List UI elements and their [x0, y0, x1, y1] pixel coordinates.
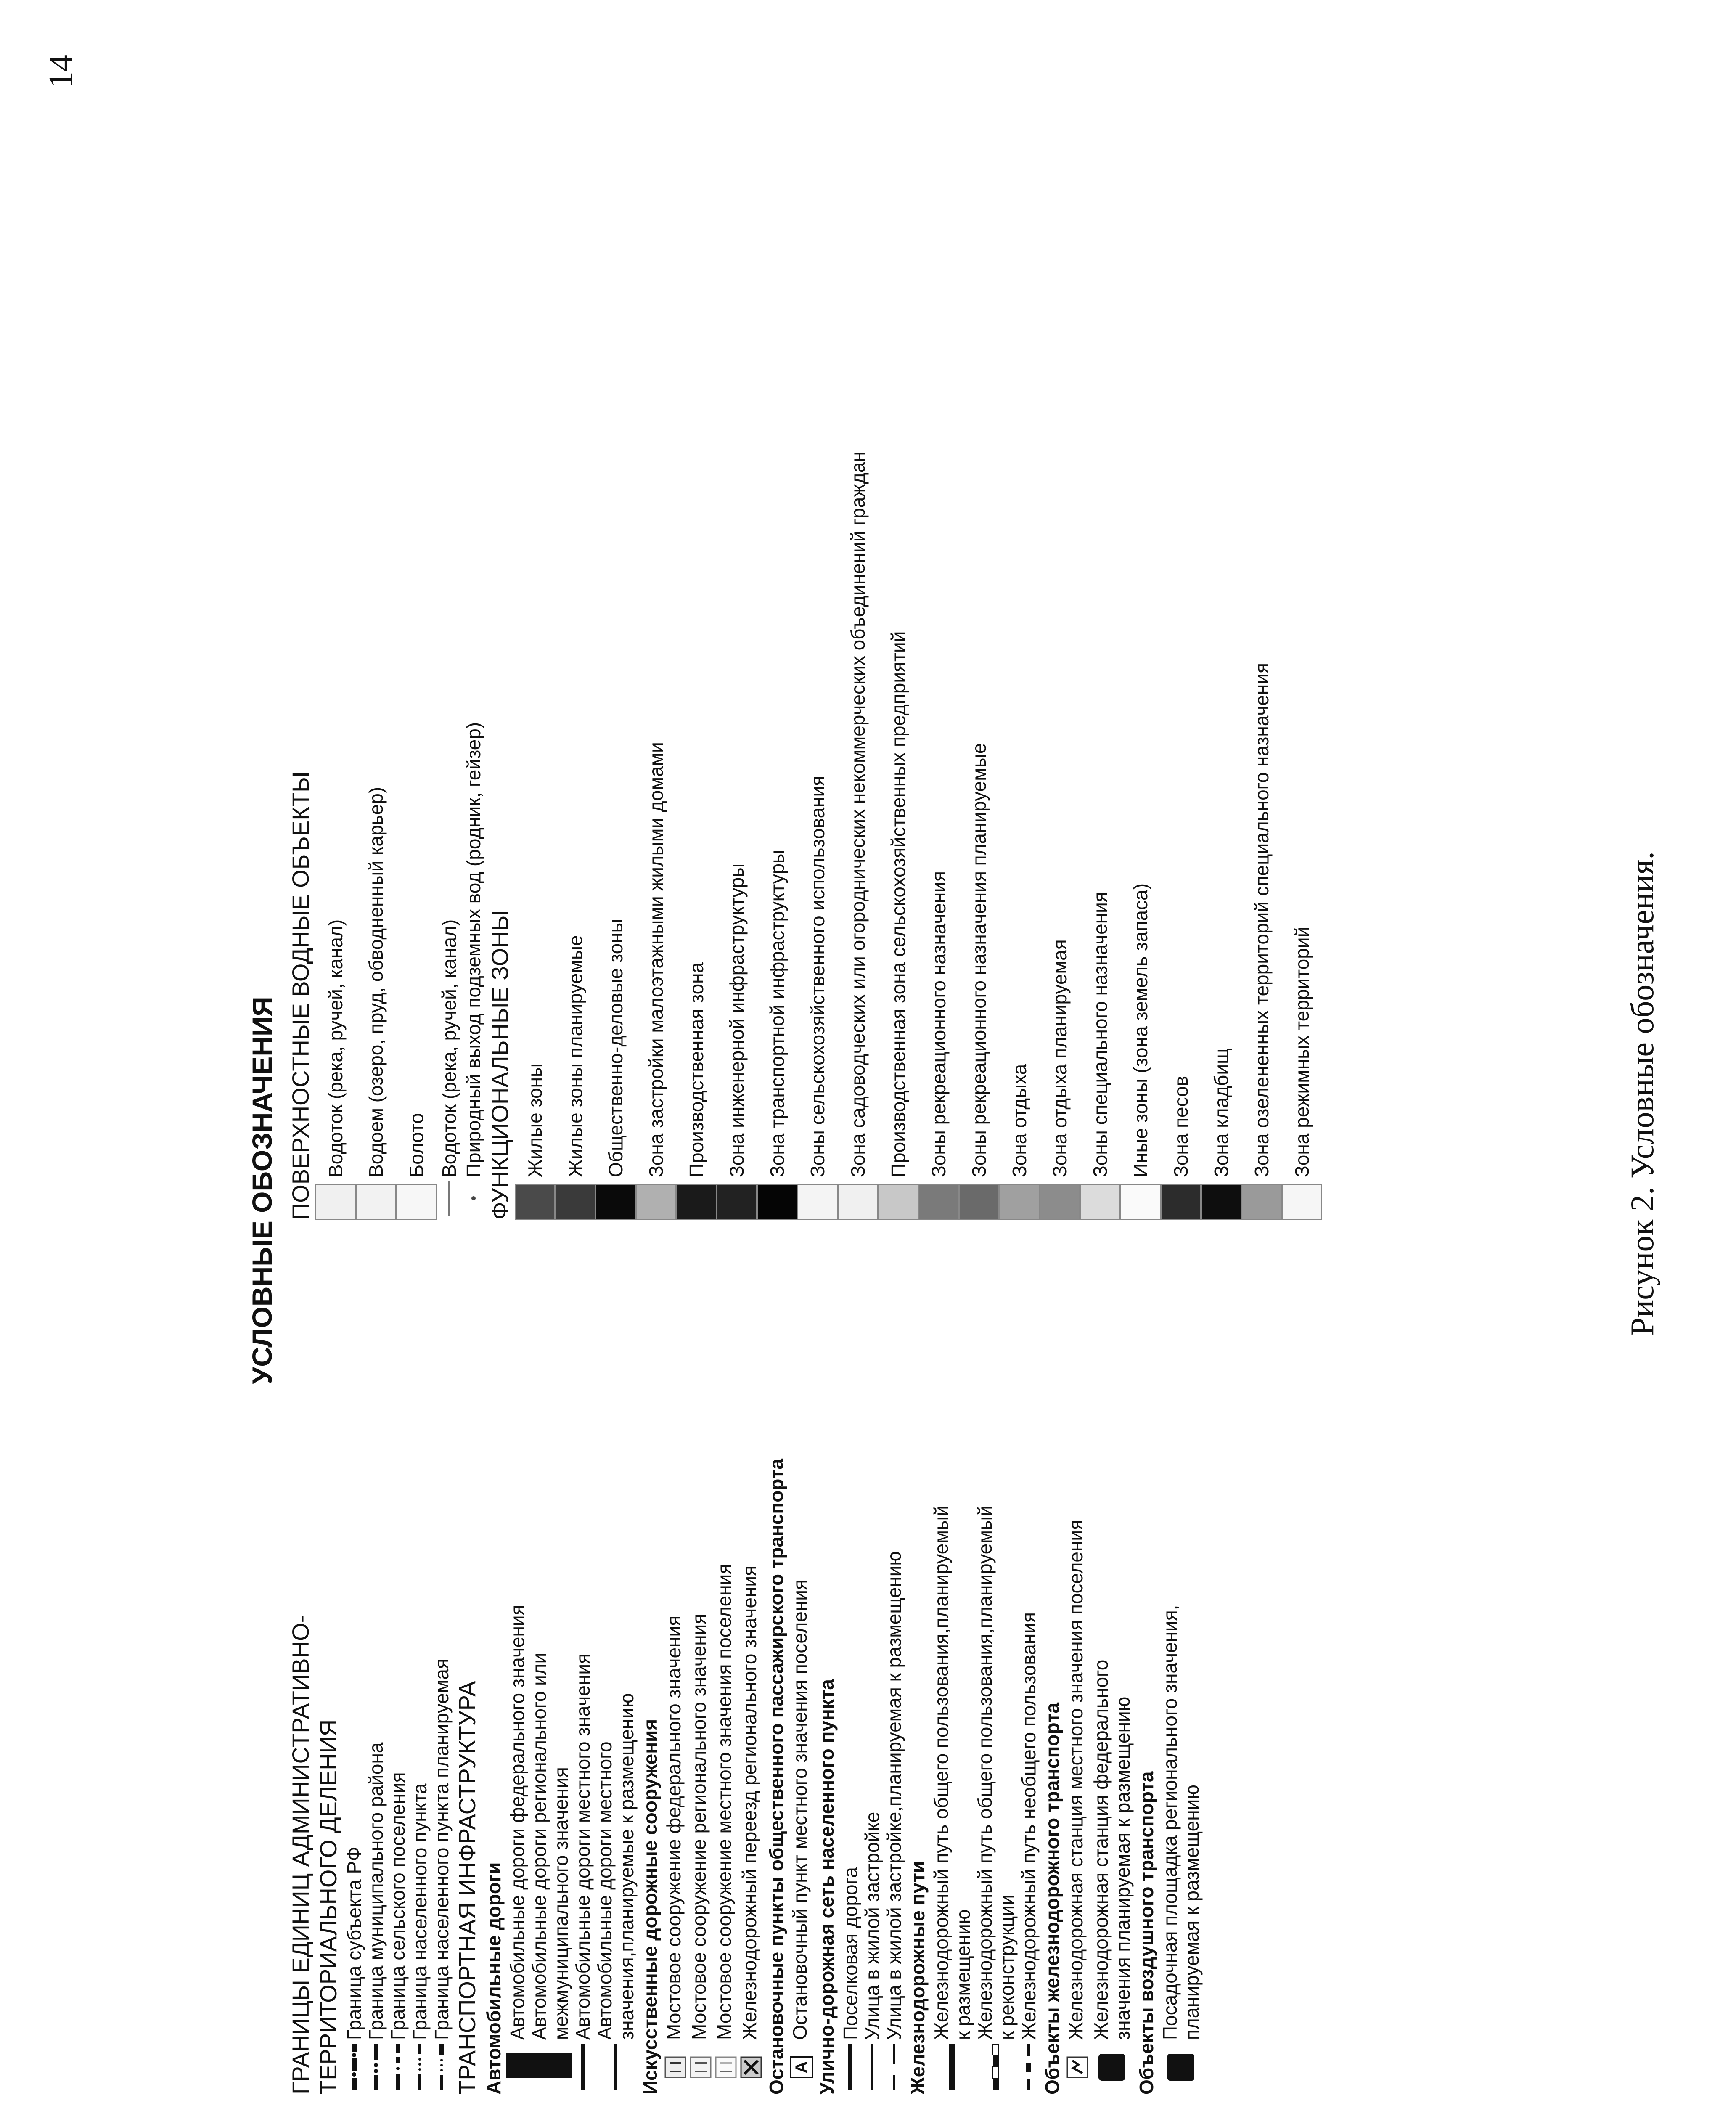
zone-label: Жилые зоны планируемые: [564, 935, 586, 1177]
rail-public-reconstruct-icon: [974, 2040, 1018, 2095]
transport-heading: ТРАНСПОРТНАЯ ИНФРАСТРУКТУРА: [454, 1681, 480, 2095]
legend-label: Улица в жилой застройке,планируемая к размещению: [883, 1551, 905, 2040]
spring-icon: [462, 1177, 485, 1220]
border-settlement-icon: [387, 2040, 409, 2095]
zone-item: [959, 336, 999, 1220]
street-icon: [861, 2040, 883, 2095]
zones-list: [515, 336, 1322, 1220]
rail-private-icon: [1018, 2040, 1040, 2095]
legend-label: Остановочный пункт местного значения поселения: [789, 1579, 811, 2040]
legend-label: Посадочная площадка регионального значения, планируемая к размещению: [1159, 1605, 1203, 2040]
zone-swatch: [1161, 1184, 1201, 1220]
legend-label: Болото: [405, 1113, 427, 1177]
legend-label: Железнодорожный путь общего пользования,планируемый к реконструкции: [974, 1505, 1018, 2040]
zone-item: [918, 336, 959, 1220]
zone-label: Производственная зона сельскохозяйственных предприятий: [887, 631, 909, 1177]
zone-item: [595, 336, 636, 1220]
legend-label: Мостовое сооружение регионального значения: [688, 1613, 710, 2040]
water-swamp-swatch: [396, 1184, 437, 1220]
road-local-icon: [572, 2040, 594, 2095]
zone-swatch: [959, 1184, 999, 1220]
legend-label: Автомобильные дороги федерального значения: [506, 1605, 528, 2040]
zone-label: Общественно-деловые зоны: [605, 919, 627, 1177]
water-heading: ПОВЕРХНОСТНЫЕ ВОДНЫЕ ОБЪЕКТЫ: [287, 771, 314, 1220]
zone-item: [1120, 336, 1161, 1220]
legend-label: Улица в жилой застройке: [861, 1812, 883, 2040]
zone-swatch: [918, 1184, 959, 1220]
legend-label: Железнодорожная станция местного значения поселения: [1065, 1519, 1087, 2040]
legend-item: [462, 336, 485, 1220]
rail-crossing-icon: [738, 2040, 764, 2095]
left-column: [286, 1295, 1203, 2095]
legend-item: [688, 1295, 713, 2095]
legend-item: [506, 1295, 528, 2095]
rail-subheading: Железнодорожные пути: [907, 1861, 929, 2095]
water-stream-line-icon: [437, 1177, 462, 1220]
water-stream-swatch: [315, 1184, 356, 1220]
zone-swatch: [1241, 1184, 1282, 1220]
zone-item: [1241, 336, 1282, 1220]
border-locality-planned-icon: [431, 2040, 453, 2095]
rail-objects-subheading: Объекты железнодорожного транспорта: [1041, 1702, 1063, 2095]
train-station-local-icon: [1065, 2040, 1090, 2095]
bridge-federal-icon: [663, 2040, 688, 2095]
legend-label: Граница сельского поселения: [387, 1772, 409, 2040]
bridge-regional-icon: [688, 2040, 713, 2095]
legend-label: Поселковая дорога: [839, 1867, 861, 2040]
legend-label: Железнодорожная станция федерального значения планируемая к размещению: [1090, 1659, 1134, 2040]
bus-stop-letter: A: [790, 2056, 813, 2078]
legend-item: [738, 1295, 764, 2095]
legend-item: [343, 1295, 365, 2095]
legend-label: Природный выход подземных вод (родник, гейзер): [463, 722, 484, 1177]
legend-item: [861, 1295, 883, 2095]
zone-label: Зона инженерной инфраструктуры: [726, 863, 748, 1177]
stops-subheading: Остановочные пункты общественного пассажирского транспорта: [765, 1459, 787, 2095]
zone-swatch: [838, 1184, 878, 1220]
legend-item: [528, 1295, 572, 2095]
landing-pad-icon: [1159, 2040, 1203, 2095]
legend-item: [1159, 1295, 1203, 2095]
legend-item: [789, 1295, 814, 2095]
zone-label: Зоны рекреационного назначения: [928, 871, 950, 1177]
zone-item: [999, 336, 1040, 1220]
zone-item: [1080, 336, 1120, 1220]
legend-label: Граница муниципального района: [365, 1742, 387, 2040]
zone-label: Зона песов: [1170, 1075, 1192, 1177]
legend-item: [365, 1295, 387, 2095]
zone-swatch: [878, 1184, 918, 1220]
bridge-local-icon: [713, 2040, 738, 2095]
zone-label: Зона садоводческих или огороднических некоммерческих объединений граждан: [847, 451, 869, 1177]
legend-item: [663, 1295, 688, 2095]
zone-label: Зона кладбищ: [1210, 1048, 1232, 1177]
zones-heading: ФУНКЦИОНАЛЬНЫЕ ЗОНЫ: [487, 910, 513, 1220]
legend-item: [1090, 1295, 1134, 2095]
water-lake-swatch: [356, 1184, 396, 1220]
zone-swatch: [515, 1184, 555, 1220]
zone-item: [757, 336, 797, 1220]
zone-swatch: [1201, 1184, 1241, 1220]
zone-label: Зона озелененных территорий специального назначения: [1251, 663, 1273, 1177]
legend-label: Граница субъекта РФ: [343, 1846, 365, 2040]
structures-subheading: Искусственные дорожные сооружения: [639, 1719, 661, 2095]
zone-item: [1161, 336, 1201, 1220]
street-planned-icon: [883, 2040, 905, 2095]
train-station-federal-icon: [1090, 2040, 1134, 2095]
zone-label: Зона отдыха планируемая: [1049, 939, 1071, 1177]
zone-swatch: [1282, 1184, 1322, 1220]
road-regional-icon: [528, 2040, 572, 2095]
zone-item: [717, 336, 757, 1220]
legend-label: Водоток (река, ручей, канал): [325, 919, 347, 1177]
zone-swatch: [717, 1184, 757, 1220]
legend-title: УСЛОВНЫЕ ОБОЗНАЧЕНИЯ: [246, 996, 278, 1384]
zone-label: Зоны рекреационного назначения планируемые: [968, 743, 990, 1177]
legend-item: [409, 1295, 431, 2095]
air-subheading: Объекты воздушного транспорта: [1135, 1771, 1157, 2095]
border-subject-icon: [343, 2040, 365, 2095]
zone-swatch: [636, 1184, 676, 1220]
zone-item: [636, 336, 676, 1220]
zone-item: [555, 336, 595, 1220]
zone-label: Иные зоны (зона земель запаса): [1130, 883, 1151, 1177]
zone-item: [1201, 336, 1241, 1220]
zone-item: [515, 336, 555, 1220]
legend-item: [431, 1295, 453, 2095]
zone-label: Зона транспортной инфраструктуры: [766, 850, 788, 1177]
legend-item: [974, 1295, 1018, 2095]
road-local-planned-icon: [594, 2040, 638, 2095]
legend-label: Автомобильные дороги регионального или межмуниципального значения: [528, 1653, 572, 2040]
legend-item: [396, 336, 437, 1220]
legend-item: [356, 336, 396, 1220]
border-locality-icon: [409, 2040, 431, 2095]
legend-label: Автомобильные дороги местного значения,планируемые к размещению: [594, 1693, 638, 2040]
zone-item: [797, 336, 838, 1220]
legend-item: [594, 1295, 638, 2095]
zone-swatch: [595, 1184, 636, 1220]
legend-item: [387, 1295, 409, 2095]
legend-label: Железнодорожный путь необщего пользования: [1018, 1612, 1040, 2040]
legend-label: Железнодорожный переезд регионального значения: [738, 1565, 760, 2040]
bus-stop-icon: [789, 2040, 814, 2095]
roads-subheading: Автомобильные дороги: [483, 1862, 505, 2095]
admin-heading: ГРАНИЦЫ ЕДИНИЦ АДМИНИСТРАТИВНО-ТЕРРИТОРИАЛЬНОГО ДЕЛЕНИЯ: [287, 1615, 341, 2095]
legend-label: Водоток (река, ручей, канал): [438, 919, 460, 1177]
zone-label: Зоны сельскохозяйственного использования: [807, 775, 828, 1177]
village-road-icon: [839, 2040, 861, 2095]
zone-item: [838, 336, 878, 1220]
zone-swatch: [999, 1184, 1040, 1220]
zone-swatch: [757, 1184, 797, 1220]
legend-label: Граница населенного пункта: [409, 1783, 431, 2040]
streets-subheading: Улично-дорожная сеть населенного пункта: [816, 1679, 838, 2095]
legend-item: [713, 1295, 738, 2095]
legend-label: Мостовое сооружение федерального значения: [663, 1615, 685, 2040]
legend-item: [1065, 1295, 1090, 2095]
figure-caption: Рисунок 2. Условные обозначения.: [1624, 851, 1660, 1336]
zone-item: [1282, 336, 1322, 1220]
zone-item: [878, 336, 918, 1220]
zone-swatch: [1080, 1184, 1120, 1220]
legend-label: Граница населенного пункта планируемая: [431, 1658, 453, 2040]
legend-item: [437, 336, 462, 1220]
zone-swatch: [676, 1184, 717, 1220]
legend-item: [839, 1295, 861, 2095]
page-number: 14: [42, 55, 79, 88]
road-federal-icon: [506, 2040, 528, 2095]
zone-swatch: [1120, 1184, 1161, 1220]
zone-label: Зоны специального назначения: [1089, 892, 1111, 1177]
zone-item: [1040, 336, 1080, 1220]
zone-label: Жилые зоны: [524, 1063, 546, 1177]
rail-public-planned-icon: [930, 2040, 974, 2095]
zone-label: Зона застройки малоэтажными жилыми домами: [645, 742, 667, 1177]
legend-item: [315, 336, 356, 1220]
zone-label: Производственная зона: [685, 962, 707, 1177]
zone-swatch: [555, 1184, 595, 1220]
legend-label: Автомобильные дороги местного значения: [572, 1653, 594, 2040]
legend-item: [930, 1295, 974, 2095]
zone-item: [676, 336, 717, 1220]
zone-label: Зона отдыха: [1008, 1064, 1030, 1177]
legend-item: [572, 1295, 594, 2095]
legend-item: [1018, 1295, 1040, 2095]
legend-rotated: [246, 370, 1508, 2095]
zone-label: Зона режимных территорий: [1291, 926, 1313, 1177]
right-column: [286, 336, 1322, 1220]
zone-swatch: [797, 1184, 838, 1220]
legend-label: Мостовое сооружение местного значения поселения: [713, 1563, 735, 2040]
border-district-icon: [365, 2040, 387, 2095]
zone-swatch: [1040, 1184, 1080, 1220]
legend-label: Железнодорожный путь общего пользования,планируемый к размещению: [930, 1505, 974, 2040]
legend-item: [883, 1295, 905, 2095]
legend-label: Водоем (озеро, пруд, обводненный карьер): [365, 787, 387, 1177]
